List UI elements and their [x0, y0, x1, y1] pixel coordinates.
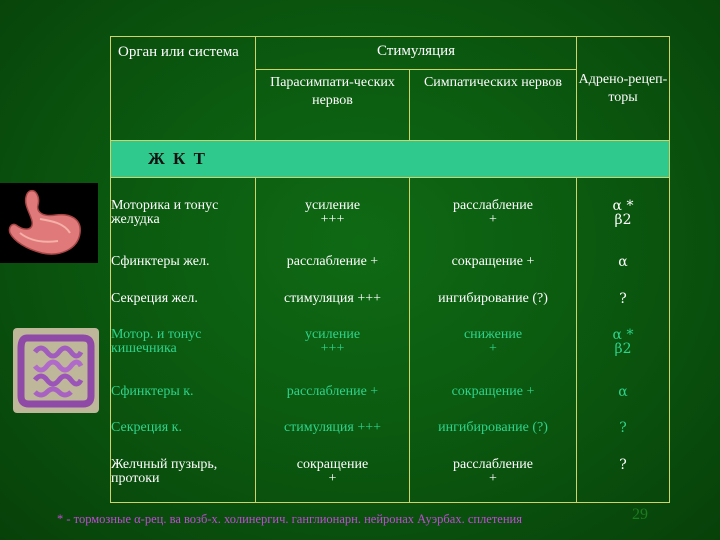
adreno-column	[577, 178, 670, 503]
para-cell	[256, 255, 409, 292]
sym-text: ингибирование (?)	[438, 291, 548, 306]
adr-text: ?	[619, 291, 627, 307]
para-cell	[256, 421, 409, 458]
adr-cell	[577, 458, 669, 498]
para-cell	[256, 458, 409, 498]
organ-cell	[111, 458, 255, 498]
footnote: * - тормозные α-рец. ва возб-х. холинергич. ганглионарн. нейронах Ауэрбах. сплетения	[57, 512, 522, 526]
adr-cell	[577, 421, 669, 458]
sym-text: сокращение +	[451, 254, 535, 269]
para-text: усиление	[304, 198, 361, 213]
sym-cell	[410, 255, 576, 292]
para-cell	[256, 328, 409, 385]
para-text: сокращение	[296, 457, 369, 472]
sym-cell	[410, 385, 576, 421]
adr-text: α *	[612, 327, 634, 343]
organ-text: Сфинктеры жел.	[111, 254, 210, 269]
sym-text: сокращение +	[451, 384, 535, 399]
para-text: усиление	[304, 327, 361, 342]
adr-text: ?	[619, 420, 627, 436]
sym-cell	[410, 328, 576, 385]
sym-text: расслабление	[452, 198, 533, 213]
sym-text: расслабление	[452, 457, 533, 472]
adr-cell	[577, 199, 669, 255]
header-adreno: Адрено-рецеп-торы	[577, 37, 670, 141]
para-text: +++	[320, 341, 345, 356]
header-stimulation: Стимуляция	[256, 37, 577, 70]
organ-text: Секреция жел.	[111, 291, 198, 306]
organ-cell	[111, 421, 255, 458]
adr-cell	[577, 385, 669, 421]
stomach-icon	[0, 183, 98, 263]
intestine-image	[13, 328, 99, 413]
sym-text: +	[489, 212, 497, 227]
sym-text: снижение	[463, 327, 523, 342]
parasympathetic-column	[256, 178, 410, 503]
adr-text: β2	[614, 341, 632, 357]
sym-text: ингибирование (?)	[438, 420, 548, 435]
para-cell	[256, 199, 409, 255]
sym-cell	[410, 421, 576, 458]
organ-text: Мотор. и тонус кишечника	[111, 327, 202, 356]
organ-column	[111, 178, 256, 503]
header-sympathetic: Симпатических нервов	[410, 70, 577, 141]
organ-text: Секреция к.	[111, 420, 182, 435]
sympathetic-column	[410, 178, 577, 503]
stomach-image	[0, 183, 98, 263]
intestine-icon	[13, 328, 99, 413]
page-number: 29	[632, 506, 648, 523]
sym-cell	[410, 199, 576, 255]
sym-text: +	[489, 341, 497, 356]
para-text: расслабление +	[286, 384, 379, 399]
para-text: стимуляция +++	[283, 420, 382, 435]
adr-text: α *	[612, 198, 634, 214]
header-organ: Орган или система	[111, 37, 256, 141]
para-cell	[256, 292, 409, 328]
organ-cell	[111, 255, 255, 292]
adr-cell	[577, 255, 669, 292]
para-cell	[256, 385, 409, 421]
para-text: стимуляция +++	[283, 291, 382, 306]
sym-text: +	[489, 471, 497, 486]
organ-cell	[111, 385, 255, 421]
organ-cell	[111, 199, 255, 255]
adr-text: ?	[619, 457, 627, 473]
organ-cell	[111, 292, 255, 328]
stimulation-table	[110, 36, 670, 503]
para-text: +	[328, 471, 337, 486]
sym-cell	[410, 458, 576, 498]
organ-cell	[111, 328, 255, 385]
sym-cell	[410, 292, 576, 328]
adr-cell	[577, 328, 669, 385]
adr-text: α	[618, 384, 628, 400]
para-text: +++	[320, 212, 345, 227]
adr-text: α	[618, 254, 628, 270]
adr-text: β2	[614, 212, 632, 228]
organ-text: Желчный пузырь, протоки	[111, 457, 218, 486]
adr-cell	[577, 292, 669, 328]
section-gi-tract: Ж К Т	[111, 141, 670, 178]
organ-text: Моторика и тонус желудка	[111, 198, 219, 227]
para-text: расслабление +	[286, 254, 379, 269]
organ-text: Сфинктеры к.	[111, 384, 194, 399]
header-parasympathetic: Парасимпати-ческих нервов	[256, 70, 410, 141]
